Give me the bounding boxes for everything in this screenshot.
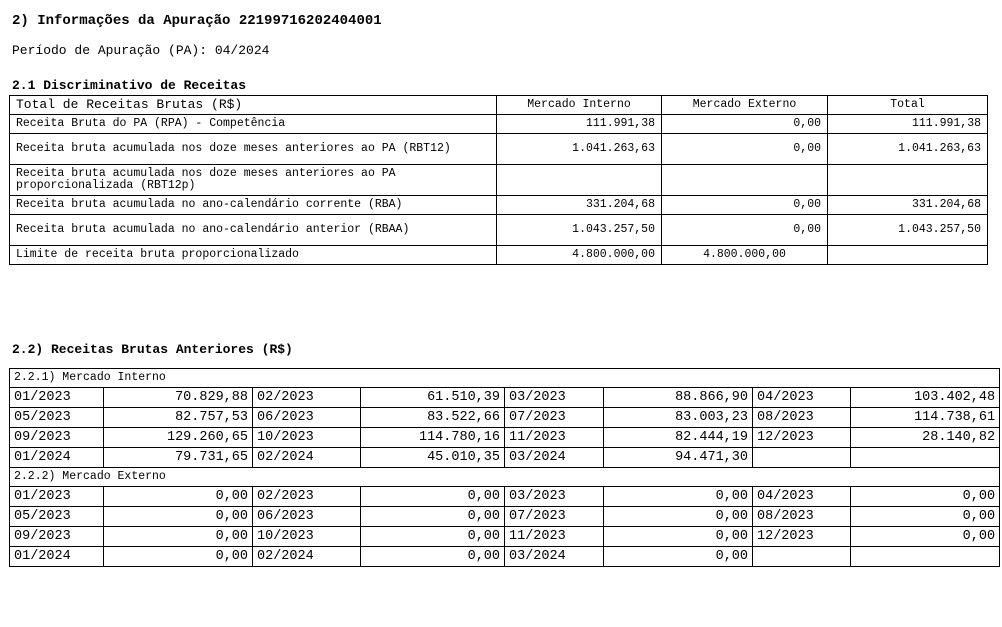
cell-total	[828, 246, 988, 265]
table-row	[10, 507, 1000, 527]
value-cell	[851, 547, 1000, 567]
period-cell: 12/2023	[753, 527, 851, 547]
period-cell: 05/2023	[10, 408, 104, 428]
period-cell: 08/2023	[753, 408, 851, 428]
table-row	[10, 408, 1000, 428]
row-label: Receita Bruta do PA (RPA) - Competência	[10, 115, 497, 134]
value-cell: 0,00	[104, 527, 253, 547]
value-cell: 61.510,39	[361, 388, 505, 408]
period-cell: 02/2023	[253, 487, 361, 507]
value-cell: 0,00	[851, 507, 1000, 527]
cell-total: 1.041.263,63	[828, 134, 988, 165]
value-cell: 0,00	[604, 527, 753, 547]
period-cell: 03/2024	[505, 448, 604, 468]
row-label: Receita bruta acumulada nos doze meses anteriores ao PA proporcionalizada (RBT12p)	[10, 165, 497, 196]
value-cell: 0,00	[604, 547, 753, 567]
cell-interno: 4.800.000,00	[497, 246, 662, 265]
cell-interno: 331.204,68	[497, 196, 662, 215]
cell-total: 111.991,38	[828, 115, 988, 134]
period-cell: 08/2023	[753, 507, 851, 527]
value-cell: 114.738,61	[851, 408, 1000, 428]
cell-externo: 0,00	[662, 134, 828, 165]
table-row	[10, 165, 988, 196]
value-cell: 0,00	[104, 547, 253, 567]
period-cell: 06/2023	[253, 507, 361, 527]
value-cell: 0,00	[851, 487, 1000, 507]
mercado-externo-label: 2.2.2) Mercado Externo	[10, 468, 1000, 487]
period-cell: 02/2024	[253, 448, 361, 468]
value-cell: 83.003,23	[604, 408, 753, 428]
table-row	[10, 487, 1000, 507]
table-row	[10, 215, 988, 246]
period-cell	[753, 448, 851, 468]
period-cell: 02/2024	[253, 547, 361, 567]
cell-total: 1.043.257,50	[828, 215, 988, 246]
period-cell: 10/2023	[253, 428, 361, 448]
value-cell: 103.402,48	[851, 388, 1000, 408]
period-cell: 05/2023	[10, 507, 104, 527]
value-cell: 88.866,90	[604, 388, 753, 408]
value-cell: 129.260,65	[104, 428, 253, 448]
periodo-apuracao: Período de Apuração (PA): 04/2024	[12, 43, 270, 58]
value-cell: 0,00	[604, 507, 753, 527]
value-cell: 0,00	[604, 487, 753, 507]
period-cell: 07/2023	[505, 507, 604, 527]
table-row	[10, 196, 988, 215]
cell-total	[828, 165, 988, 196]
value-cell: 79.731,65	[104, 448, 253, 468]
table-row	[10, 448, 1000, 468]
table-row	[10, 388, 1000, 408]
value-cell: 0,00	[361, 487, 505, 507]
header-mercado-interno: Mercado Interno	[497, 96, 662, 115]
value-cell: 82.757,53	[104, 408, 253, 428]
table-row	[10, 547, 1000, 567]
section-title: 2) Informações da Apuração 22199716202404001	[12, 13, 382, 29]
cell-interno: 111.991,38	[497, 115, 662, 134]
period-cell: 07/2023	[505, 408, 604, 428]
value-cell: 94.471,30	[604, 448, 753, 468]
period-cell: 03/2024	[505, 547, 604, 567]
table-row	[10, 134, 988, 165]
header-total: Total	[828, 96, 988, 115]
mercado-externo-header-row	[10, 468, 1000, 487]
value-cell: 0,00	[851, 527, 1000, 547]
value-cell: 0,00	[361, 547, 505, 567]
value-cell: 45.010,35	[361, 448, 505, 468]
header-total-receitas: Total de Receitas Brutas (R$)	[10, 96, 497, 115]
discriminativo-title: 2.1 Discriminativo de Receitas	[12, 78, 247, 93]
cell-interno: 1.043.257,50	[497, 215, 662, 246]
period-cell: 01/2023	[10, 487, 104, 507]
mercado-interno-header-row	[10, 369, 1000, 388]
period-cell: 11/2023	[505, 428, 604, 448]
period-cell: 01/2024	[10, 547, 104, 567]
cell-externo: 4.800.000,00	[662, 246, 828, 265]
table-row	[10, 428, 1000, 448]
period-cell: 01/2023	[10, 388, 104, 408]
table-row	[10, 527, 1000, 547]
table-row	[10, 115, 988, 134]
discriminativo-table	[9, 95, 988, 265]
table-row	[10, 246, 988, 265]
period-cell: 03/2023	[505, 487, 604, 507]
value-cell: 28.140,82	[851, 428, 1000, 448]
value-cell: 82.444,19	[604, 428, 753, 448]
value-cell	[851, 448, 1000, 468]
value-cell: 83.522,66	[361, 408, 505, 428]
period-cell: 04/2023	[753, 388, 851, 408]
period-cell: 03/2023	[505, 388, 604, 408]
period-cell: 10/2023	[253, 527, 361, 547]
period-cell: 12/2023	[753, 428, 851, 448]
row-label: Receita bruta acumulada nos doze meses anteriores ao PA (RBT12)	[10, 134, 497, 165]
value-cell: 70.829,88	[104, 388, 253, 408]
cell-interno	[497, 165, 662, 196]
row-label: Receita bruta acumulada no ano-calendário corrente (RBA)	[10, 196, 497, 215]
value-cell: 0,00	[104, 487, 253, 507]
header-mercado-externo: Mercado Externo	[662, 96, 828, 115]
cell-externo: 0,00	[662, 215, 828, 246]
period-cell: 09/2023	[10, 428, 104, 448]
row-label: Limite de receita bruta proporcionalizado	[10, 246, 497, 265]
period-cell: 11/2023	[505, 527, 604, 547]
period-cell: 01/2024	[10, 448, 104, 468]
value-cell: 0,00	[361, 527, 505, 547]
value-cell: 0,00	[104, 507, 253, 527]
period-cell: 09/2023	[10, 527, 104, 547]
cell-externo	[662, 165, 828, 196]
period-cell: 06/2023	[253, 408, 361, 428]
cell-interno: 1.041.263,63	[497, 134, 662, 165]
value-cell: 114.780,16	[361, 428, 505, 448]
cell-total: 331.204,68	[828, 196, 988, 215]
mercado-interno-label: 2.2.1) Mercado Interno	[10, 369, 1000, 388]
cell-externo: 0,00	[662, 115, 828, 134]
value-cell: 0,00	[361, 507, 505, 527]
anteriores-table	[9, 368, 1000, 567]
anteriores-title: 2.2) Receitas Brutas Anteriores (R$)	[12, 342, 293, 357]
table-header-row	[10, 96, 988, 115]
row-label: Receita bruta acumulada no ano-calendário anterior (RBAA)	[10, 215, 497, 246]
period-cell: 02/2023	[253, 388, 361, 408]
anteriores-body	[10, 369, 1000, 567]
period-cell	[753, 547, 851, 567]
cell-externo: 0,00	[662, 196, 828, 215]
period-cell: 04/2023	[753, 487, 851, 507]
